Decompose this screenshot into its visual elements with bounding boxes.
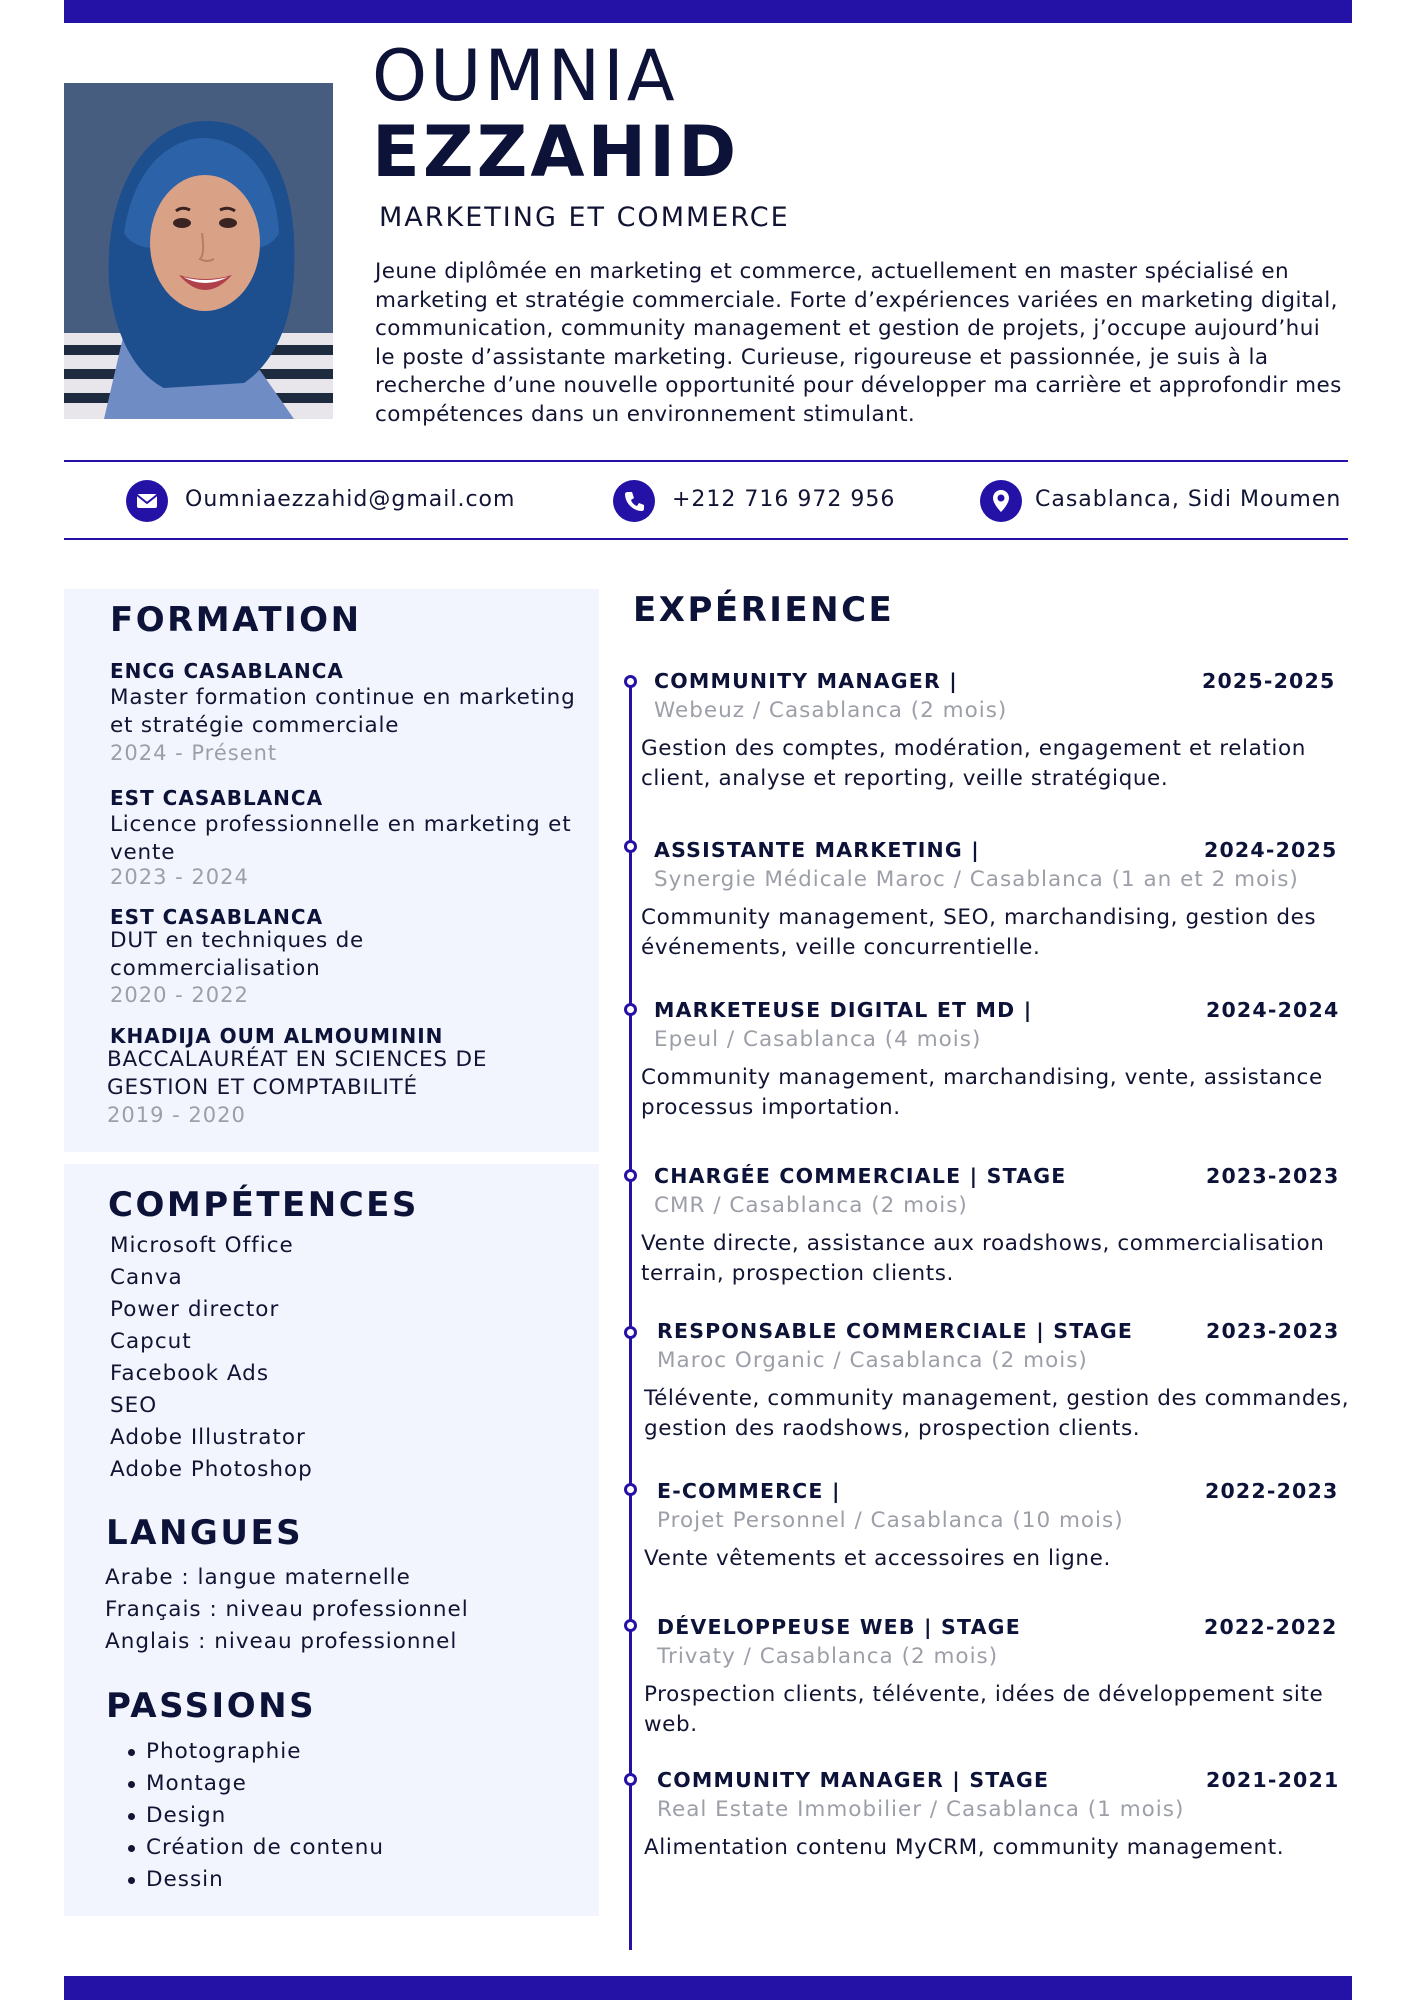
location-pin-icon [980, 480, 1022, 522]
exp-dates: 2023-2023 [1206, 1319, 1340, 1343]
skill-item: Adobe Illustrator [110, 1425, 306, 1450]
exp-dates: 2024-2024 [1206, 998, 1340, 1022]
top-accent-bar [64, 0, 1352, 23]
skill-item: Facebook Ads [110, 1361, 270, 1386]
edu-dates: 2019 - 2020 [107, 1103, 246, 1127]
exp-dates: 2022-2023 [1205, 1479, 1339, 1503]
passion-item: Photographie [128, 1736, 384, 1768]
profile-summary: Jeune diplômée en marketing et commerce, actuellement en master spécialisé en marketing et stratégie commerciale. Forte d’expériences variées en marketing digital, communication, community management et gestion de projets, j’occupe aujourd’hui le poste d’assistante marketing. Curieuse, rigoureuse et passionnée, je suis à la recherche d’une nouvelle opportunité pour développer ma carrière et approfondir mes compétences dans un environnement stimulant. [375, 259, 1342, 427]
exp-desc: Télévente, community management, gestion des commandes, gestion des raodshows, prospection clients. [644, 1386, 1350, 1441]
contact-email[interactable]: Oumniaezzahid@gmail.com [185, 487, 516, 512]
skill-item: Canva [110, 1265, 183, 1290]
edu-school: EST CASABLANCA [110, 905, 324, 929]
exp-desc: Alimentation contenu MyCRM, community management. [644, 1835, 1285, 1860]
exp-company: Maroc Organic / Casablanca (2 mois) [657, 1348, 1088, 1373]
exp-desc: Vente vêtements et accessoires en ligne. [644, 1546, 1111, 1571]
langues-list [105, 1562, 469, 1658]
exp-desc: Vente directe, assistance aux roadshows, commercialisation terrain, prospection clients. [641, 1231, 1325, 1286]
exp-dates: 2025-2025 [1202, 669, 1336, 693]
formation-heading: FORMATION [110, 600, 362, 640]
exp-title: DÉVELOPPEUSE WEB | STAGE [657, 1615, 1021, 1639]
exp-title: COMMUNITY MANAGER | STAGE [657, 1768, 1050, 1792]
skill-item: Adobe Photoshop [110, 1457, 313, 1482]
exp-company: CMR / Casablanca (2 mois) [654, 1193, 968, 1218]
exp-dates: 2024-2025 [1204, 838, 1338, 862]
exp-title: CHARGÉE COMMERCIALE | STAGE [654, 1164, 1067, 1188]
exp-company: Projet Personnel / Casablanca (10 mois) [657, 1508, 1124, 1533]
exp-title: RESPONSABLE COMMERCIALE | STAGE [657, 1319, 1134, 1343]
exp-desc: Community management, SEO, marchandising, gestion des événements, veille concurrentielle. [641, 905, 1317, 960]
exp-title: COMMUNITY MANAGER | [654, 669, 958, 693]
contact-location: Casablanca, Sidi Moumen [1035, 487, 1342, 512]
passion-item: Création de contenu [128, 1832, 384, 1864]
edu-desc: DUT en techniques de commercialisation [110, 928, 365, 981]
edu-dates: 2024 - Présent [110, 741, 278, 765]
exp-desc: Prospection clients, télévente, idées de développement site web. [644, 1682, 1324, 1737]
edu-desc: BACCALAURÉAT EN SCIENCES DE GESTION ET COMPTABILITÉ [107, 1047, 488, 1100]
divider-bottom [64, 538, 1348, 540]
competences-list [110, 1230, 313, 1486]
competences-heading: COMPÉTENCES [108, 1185, 419, 1225]
exp-company: Webeuz / Casablanca (2 mois) [654, 698, 1008, 723]
timeline-line [629, 680, 632, 1950]
divider-top [64, 460, 1348, 462]
timeline-dot [624, 1003, 637, 1016]
exp-dates: 2021-2021 [1206, 1768, 1340, 1792]
skill-item: Microsoft Office [110, 1233, 294, 1258]
timeline-dot [624, 1169, 637, 1182]
passions-heading: PASSIONS [106, 1686, 317, 1726]
exp-company: Epeul / Casablanca (4 mois) [654, 1027, 982, 1052]
bottom-accent-bar [64, 1976, 1352, 2000]
exp-title: E-COMMERCE | [657, 1479, 841, 1503]
exp-title: MARKETEUSE DIGITAL ET MD | [654, 998, 1033, 1022]
last-name: EZZAHID [372, 111, 740, 193]
exp-company: Trivaty / Casablanca (2 mois) [657, 1644, 999, 1669]
timeline-dot [624, 1619, 637, 1632]
exp-desc: Community management, marchandising, vente, assistance processus importation. [641, 1065, 1323, 1120]
exp-desc: Gestion des comptes, modération, engagement et relation client, analyse et reporting, veille stratégique. [641, 736, 1306, 791]
edu-dates: 2020 - 2022 [110, 983, 249, 1007]
exp-company: Real Estate Immobilier / Casablanca (1 mois) [657, 1797, 1185, 1822]
edu-school: ENCG CASABLANCA [110, 659, 344, 683]
mail-icon [126, 480, 168, 522]
edu-desc: Master formation continue en marketing et stratégie commerciale [110, 685, 576, 738]
timeline-dot [624, 675, 637, 688]
skill-item: SEO [110, 1393, 158, 1418]
timeline-dot [624, 1483, 637, 1496]
skill-item: Power director [110, 1297, 280, 1322]
passions-list [128, 1736, 384, 1896]
experience-heading: EXPÉRIENCE [633, 590, 895, 630]
edu-school: EST CASABLANCA [110, 786, 324, 810]
exp-title: ASSISTANTE MARKETING | [654, 838, 980, 862]
language-item: Français : niveau professionnel [105, 1597, 469, 1622]
passion-item: Dessin [128, 1864, 384, 1896]
edu-dates: 2023 - 2024 [110, 865, 249, 889]
passion-item: Montage [128, 1768, 384, 1800]
contact-phone[interactable]: +212 716 972 956 [672, 487, 896, 512]
phone-icon [613, 480, 655, 522]
edu-desc: Licence professionnelle en marketing et vente [110, 812, 572, 865]
skill-item: Capcut [110, 1329, 192, 1354]
exp-company: Synergie Médicale Maroc / Casablanca (1 an et 2 mois) [654, 867, 1299, 892]
exp-dates: 2022-2022 [1204, 1615, 1338, 1639]
first-name: OUMNIA [372, 35, 678, 117]
profile-photo [64, 83, 333, 419]
language-item: Anglais : niveau professionnel [105, 1629, 458, 1654]
passion-item: Design [128, 1800, 384, 1832]
langues-heading: LANGUES [106, 1513, 304, 1553]
timeline-dot [624, 1773, 637, 1786]
language-item: Arabe : langue maternelle [105, 1565, 411, 1590]
timeline-dot [624, 1326, 637, 1339]
exp-dates: 2023-2023 [1206, 1164, 1340, 1188]
timeline-dot [624, 840, 637, 853]
edu-school: KHADIJA OUM ALMOUMININ [110, 1024, 444, 1048]
job-title: MARKETING ET COMMERCE [379, 202, 790, 233]
